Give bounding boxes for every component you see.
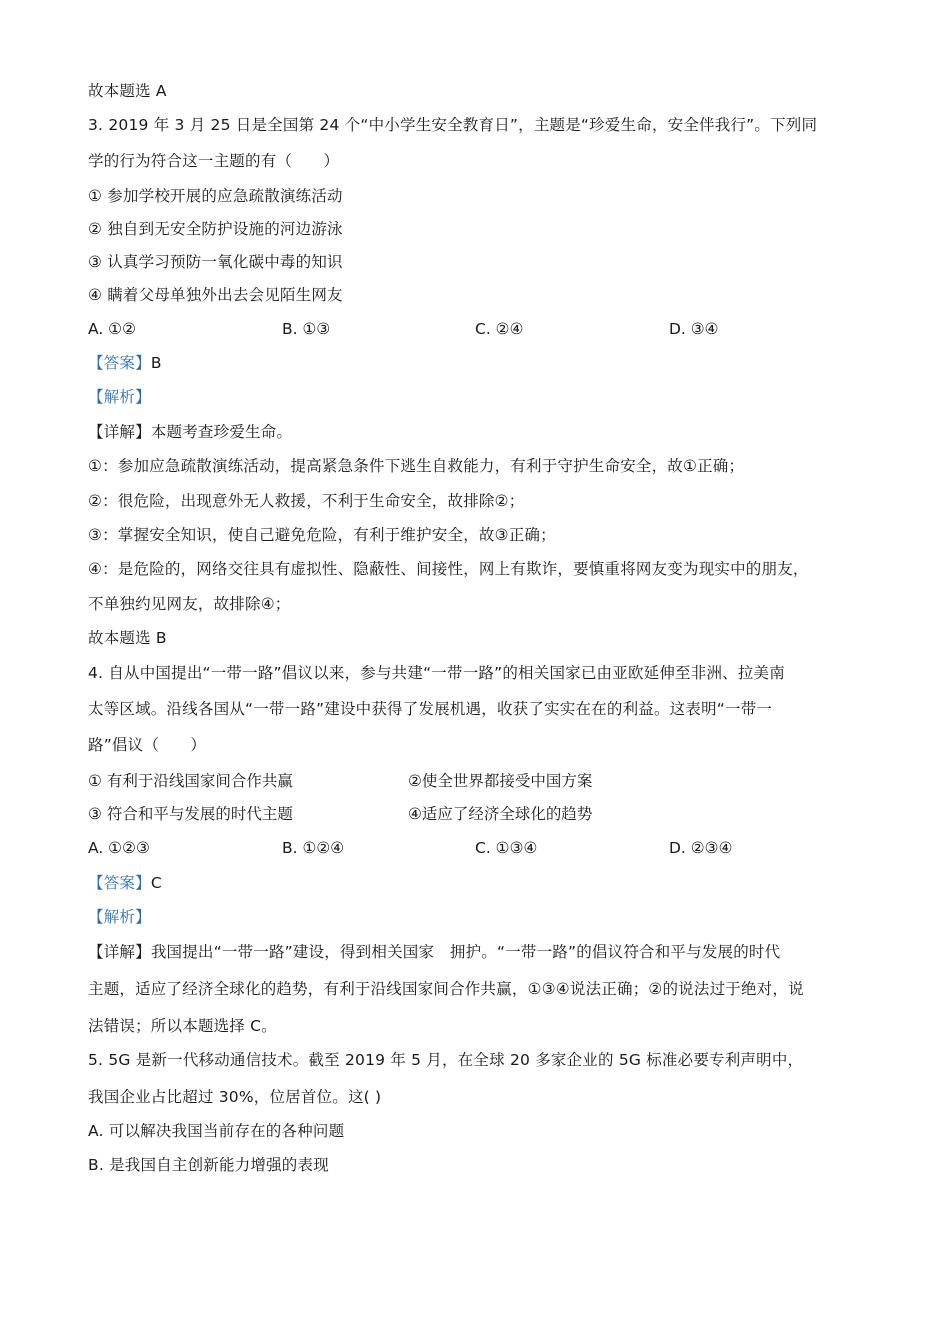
q4-detail-line3: 法错误；所以本题选择 C。 xyxy=(88,1017,277,1035)
q4-detail-line2: 主题，适应了经济全球化的趋势，有利于沿线国家间合作共赢，①③④说法正确；②的说法过于绝对，说 xyxy=(88,980,804,998)
q3-item-2: ② 独自到无安全防护设施的河边游泳 xyxy=(88,220,343,238)
q3-answer-value: B xyxy=(150,354,162,372)
q3-item-4: ④ 瞒着父母单独外出去会见陌生网友 xyxy=(88,286,343,304)
q4-option-b: B. ①②④ xyxy=(282,839,345,857)
prev-conclusion: 故本题选 A xyxy=(88,82,167,100)
q4-item-2: ②使全世界都接受中国方案 xyxy=(408,772,593,790)
q4-option-d: D. ②③④ xyxy=(669,839,733,857)
q3-conclusion: 故本题选 B xyxy=(88,629,167,647)
q3-answer xyxy=(88,352,162,374)
q4-detail-line1 xyxy=(88,941,780,963)
q4-items-row1 xyxy=(88,770,868,792)
q3-detail-intro: 本题考查珍爱生命。 xyxy=(150,423,293,441)
q4-option-a: A. ①②③ xyxy=(88,839,150,857)
q4-stem-line1: 4. 自从中国提出“一带一路”倡议以来，参与共建“一带一路”的相关国家已由亚欧延伸至非洲、拉美南 xyxy=(88,664,785,682)
q5-option-a: A. 可以解决我国当前存在的各种问题 xyxy=(88,1122,345,1140)
q4-item-1: ① 有利于沿线国家间合作共赢 xyxy=(88,772,293,790)
q5-option-b: B. 是我国自主创新能力增强的表现 xyxy=(88,1156,329,1174)
q4-detail-tag: 【详解】 xyxy=(88,943,151,961)
q3-option-c: C. ②④ xyxy=(475,320,524,338)
q4-detail-text1: 我国提出“一带一路”建设，得到相关国家 拥护。“一带一路”的倡议符合和平与发展的时代 xyxy=(150,943,781,961)
q4-option-c: C. ①③④ xyxy=(475,839,538,857)
q4-item-4: ④适应了经济全球化的趋势 xyxy=(408,805,593,823)
q3-option-d: D. ③④ xyxy=(669,320,719,338)
q3-stem-line2: 学的行为符合这一主题的有（ ） xyxy=(88,152,340,170)
q4-analysis-tag: 【解析】 xyxy=(88,908,151,926)
q3-options xyxy=(88,318,868,340)
q3-explain-4: ④：是危险的，网络交往具有虚拟性、隐蔽性、间接性，网上有欺诈，要慎重将网友变为现实中的朋友， xyxy=(88,560,809,578)
q5-stem-line2: 我国企业占比超过 30%，位居首位。这( ) xyxy=(88,1088,382,1106)
q3-answer-tag: 【答案】 xyxy=(88,354,151,372)
q3-explain-3: ③：掌握安全知识，使自己避免危险，有利于维护安全，故③正确； xyxy=(88,526,556,544)
q4-stem-line2: 太等区域。沿线各国从“一带一路”建设中获得了发展机遇，收获了实实在在的利益。这表明“一带一 xyxy=(88,700,773,718)
q3-item-3: ③ 认真学习预防一氧化碳中毒的知识 xyxy=(88,253,343,271)
q3-item-1: ① 参加学校开展的应急疏散演练活动 xyxy=(88,187,343,205)
q4-answer xyxy=(88,872,162,894)
q3-stem-line1: 3. 2019 年 3 月 25 日是全国第 24 个“中小学生安全教育日”，主题是“珍爱生命，安全伴我行”。下列同 xyxy=(88,116,818,134)
q4-answer-tag: 【答案】 xyxy=(88,874,151,892)
q3-explain-2: ②：很危险，出现意外无人救援，不利于生命安全，故排除②； xyxy=(88,492,525,510)
q4-item-3: ③ 符合和平与发展的时代主题 xyxy=(88,805,293,823)
q3-option-b: B. ①③ xyxy=(282,320,331,338)
q4-stem-line3: 路”倡议（ ） xyxy=(88,736,207,754)
q4-options xyxy=(88,837,868,859)
q3-analysis-tag: 【解析】 xyxy=(88,388,151,406)
q3-detail-tag: 【详解】 xyxy=(88,423,151,441)
q5-stem-line1: 5. 5G 是新一代移动通信技术。截至 2019 年 5 月，在全球 20 多家企业的 5G 标准必要专利声明中， xyxy=(88,1051,804,1069)
q3-explain-1: ①：参加应急疏散演练活动，提高紧急条件下逃生自救能力，有利于守护生命安全，故①正确； xyxy=(88,457,745,475)
q3-explain-5: 不单独约见网友，故排除④； xyxy=(88,595,291,613)
q4-items-row2 xyxy=(88,803,868,825)
q3-detail xyxy=(88,421,292,443)
q4-answer-value: C xyxy=(150,874,162,892)
q3-option-a: A. ①② xyxy=(88,320,136,338)
